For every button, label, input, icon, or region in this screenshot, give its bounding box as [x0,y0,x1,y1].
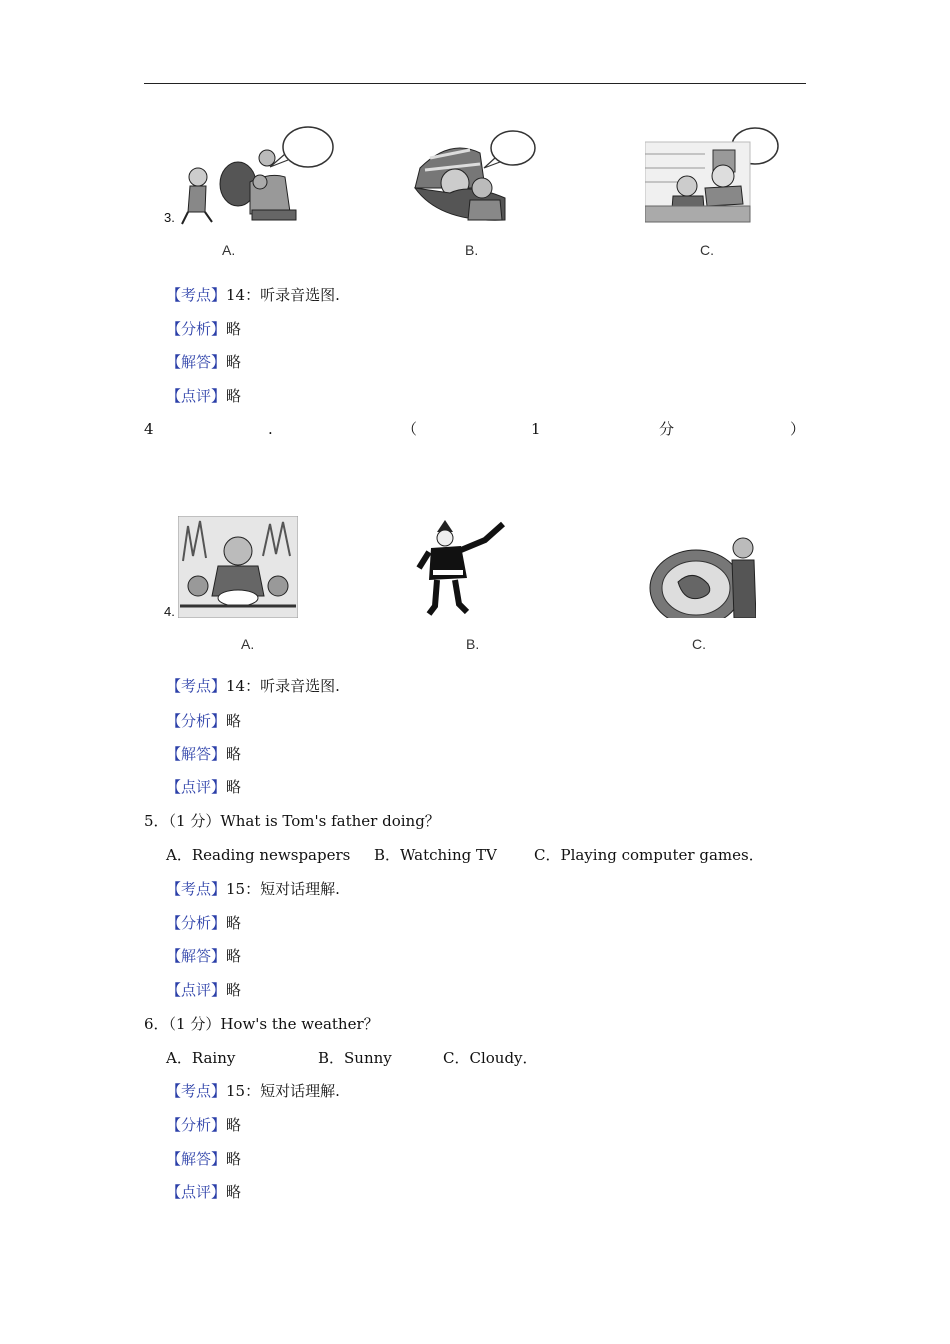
q3-picture-a [160,122,340,232]
q4-header-rparen: ） [790,420,806,438]
q3-kaodian-text: 14：听录音选图. [226,286,340,304]
q4-picture-c [648,532,756,618]
q5-fenxi [166,914,241,932]
q4-dianping-text: 略 [226,778,242,796]
q4-header-num: 4 [144,420,154,438]
q6-kaodian [166,1082,340,1100]
q4-header-lparen: （ [402,420,418,438]
q3-jieda [166,353,241,371]
q3-jieda-text: 略 [226,353,242,371]
q6-dianping-text: 略 [226,1183,242,1201]
q4-picture-a [178,516,298,618]
fenxi-tag: 【分析】 [166,712,227,730]
fenxi-tag: 【分析】 [166,914,227,932]
fenxi-tag: 【分析】 [166,1116,227,1134]
q3-picture-c [645,124,785,224]
q4-picture-b [415,518,510,618]
q4-kaodian [166,677,340,695]
q4-label-a: A. [241,636,255,652]
q4-jieda-text: 略 [226,745,242,763]
jieda-tag: 【解答】 [166,745,227,763]
jieda-tag: 【解答】 [166,947,227,965]
q5-kaodian-text: 15：短对话理解. [226,880,340,898]
q5-option-c: C．Playing computer games． [534,846,764,864]
dianping-tag: 【点评】 [166,1183,227,1201]
q5-option-b: B．Watching TV [374,846,497,864]
q4-number: 4. [164,604,175,619]
kaodian-tag: 【考点】 [166,1082,227,1100]
q5-kaodian [166,880,340,898]
q3-picture-b [410,128,540,228]
q6-kaodian-text: 15：短对话理解. [226,1082,340,1100]
q6-stem: 6．（1 分）How's the weather？ [144,1015,379,1033]
q4-label-b: B. [466,636,480,652]
q4-fenxi [166,712,241,730]
header-rule [144,83,806,84]
dianping-tag: 【点评】 [166,387,227,405]
q6-option-a: A．Rainy [166,1049,236,1067]
q3-fenxi [166,320,241,338]
q3-number: 3. [164,210,175,225]
q4-header-dot: . [268,420,273,438]
q6-jieda [166,1150,241,1168]
q6-dianping [166,1183,241,1201]
q4-fenxi-text: 略 [226,712,242,730]
kaodian-tag: 【考点】 [166,880,227,898]
kaodian-tag: 【考点】 [166,286,227,304]
q4-header-fen: 分 [659,420,675,438]
q4-dianping [166,778,241,796]
q6-option-c: C．Cloudy． [443,1049,538,1067]
q4-jieda [166,745,241,763]
q6-option-b: B．Sunny [318,1049,392,1067]
q3-label-c: C. [700,242,714,258]
q3-dianping [166,387,241,405]
q5-stem: 5．（1 分）What is Tom's father doing？ [144,812,440,830]
q5-fenxi-text: 略 [226,914,242,932]
dianping-tag: 【点评】 [166,778,227,796]
q3-kaodian [166,286,340,304]
jieda-tag: 【解答】 [166,1150,227,1168]
q5-option-a: A．Reading newspapers [166,846,351,864]
q5-jieda-text: 略 [226,947,242,965]
q5-dianping [166,981,241,999]
q5-dianping-text: 略 [226,981,242,999]
q3-label-b: B. [465,242,479,258]
q5-jieda [166,947,241,965]
q6-fenxi-text: 略 [226,1116,242,1134]
kaodian-tag: 【考点】 [166,677,227,695]
fenxi-tag: 【分析】 [166,320,227,338]
q6-jieda-text: 略 [226,1150,242,1168]
q3-dianping-text: 略 [226,387,242,405]
dianping-tag: 【点评】 [166,981,227,999]
jieda-tag: 【解答】 [166,353,227,371]
q3-fenxi-text: 略 [226,320,242,338]
q3-label-a: A. [222,242,236,258]
q4-kaodian-text: 14：听录音选图. [226,677,340,695]
q4-header-score: 1 [531,420,541,438]
q6-fenxi [166,1116,241,1134]
q4-label-c: C. [692,636,706,652]
